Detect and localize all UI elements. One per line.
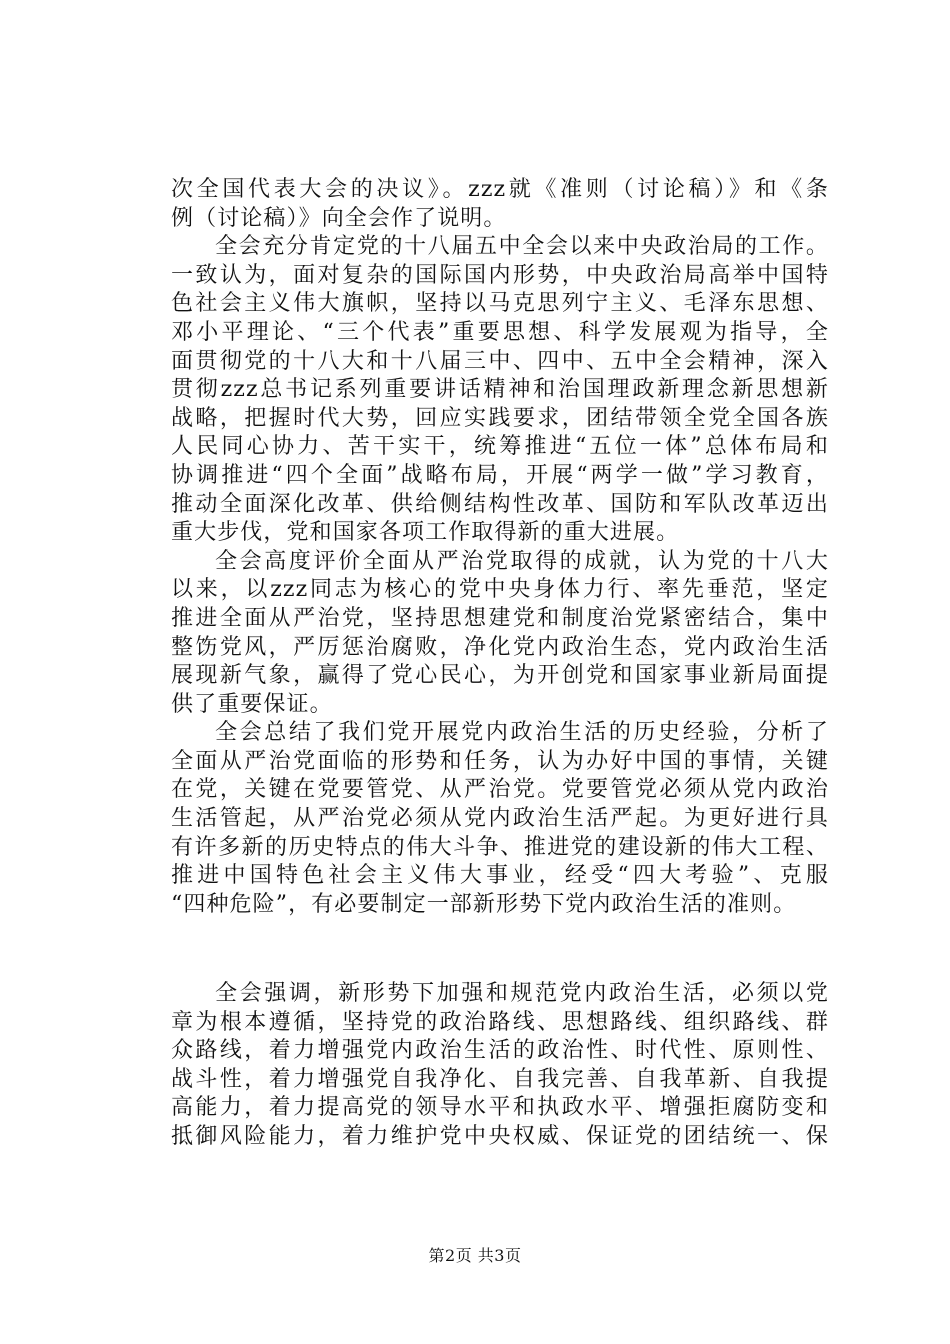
text-line: 推进全面从严治党，坚持思想建党和制度治党紧密结合，集中 [171,605,829,631]
text-line: 全会强调，新形势下加强和规范党内政治生活，必须以党 [215,981,829,1007]
text-line: 次全国代表大会的决议》。zzz就《准则（讨论稿）》和《条 [171,177,829,202]
text-line: 展现新气象，赢得了党心民心，为开创党和国家事业新局面提 [171,663,829,689]
text-line: 重大步伐，党和国家各项工作取得新的重大进展。 [171,520,680,546]
document-body [171,176,829,1152]
text-line: “四种危险”，有必要制定一部新形势下党内政治生活的准则。 [171,891,797,917]
page-number: 第2页 共3页 [428,1246,522,1265]
text-line: 众路线，着力增强党内政治生活的政治性、时代性、原则性、 [171,1038,829,1064]
text-line: 色社会主义伟大旗帜，坚持以马克思列宁主义、毛泽东思想、 [171,291,829,317]
text-line: 全会高度评价全面从严治党取得的成就，认为党的十八大 [215,548,829,574]
text-line: 抵御风险能力，着力维护党中央权威、保证党的团结统一、保 [171,1124,829,1149]
text-line: 供了重要保证。 [171,691,333,717]
text-line: 在党，关键在党要管党、从严治党。党要管党必须从党内政治 [171,777,829,803]
text-line: 高能力，着力提高党的领导水平和执政水平、增强拒腐防变和 [171,1095,829,1121]
text-line: 推进中国特色社会主义伟大事业，经受“四大考验”、克服 [171,863,829,889]
text-line: 全面从严治党面临的形势和任务，认为办好中国的事情，关键 [171,748,829,774]
text-line: 邓小平理论、“三个代表”重要思想、科学发展观为指导，全 [171,319,829,345]
text-line: 贯彻zzz总书记系列重要讲话精神和治国理政新理念新思想新 [171,377,829,403]
text-line: 章为根本遵循，坚持党的政治路线、思想路线、组织路线、群 [171,1009,829,1035]
page-footer [0,1243,950,1266]
text-line: 例（讨论稿）》向全会作了说明。 [171,205,507,231]
text-line: 一致认为，面对复杂的国际国内形势，中央政治局高举中国特 [171,262,829,288]
text-line: 人民同心协力、苦干实干，统筹推进“五位一体”总体布局和 [171,434,829,460]
text-line: 全会充分肯定党的十八届五中全会以来中央政治局的工作。 [215,234,829,260]
text-line: 协调推进“四个全面”战略布局，开展“两学一做”学习教育， [171,462,829,488]
text-line: 面贯彻党的十八大和十八届三中、四中、五中全会精神，深入 [171,348,829,374]
text-line: 生活管起，从严治党必须从党内政治生活严起。为更好进行具 [171,806,829,832]
text-line: 战略，把握时代大势，回应实践要求，团结带领全党全国各族 [171,405,829,431]
text-line: 推动全面深化改革、供给侧结构性改革、国防和军队改革迈出 [171,491,829,517]
text-line: 以来，以zzz同志为核心的党中央身体力行、率先垂范，坚定 [171,577,829,603]
text-line: 战斗性，着力增强党自我净化、自我完善、自我革新、自我提 [171,1066,829,1092]
text-line: 整饬党风，严厉惩治腐败，净化党内政治生态，党内政治生活 [171,634,829,660]
text-line: 有许多新的历史特点的伟大斗争、推进党的建设新的伟大工程、 [171,834,829,860]
blank-line [171,935,829,964]
text-line: 全会总结了我们党开展党内政治生活的历史经验，分析了 [215,720,829,746]
